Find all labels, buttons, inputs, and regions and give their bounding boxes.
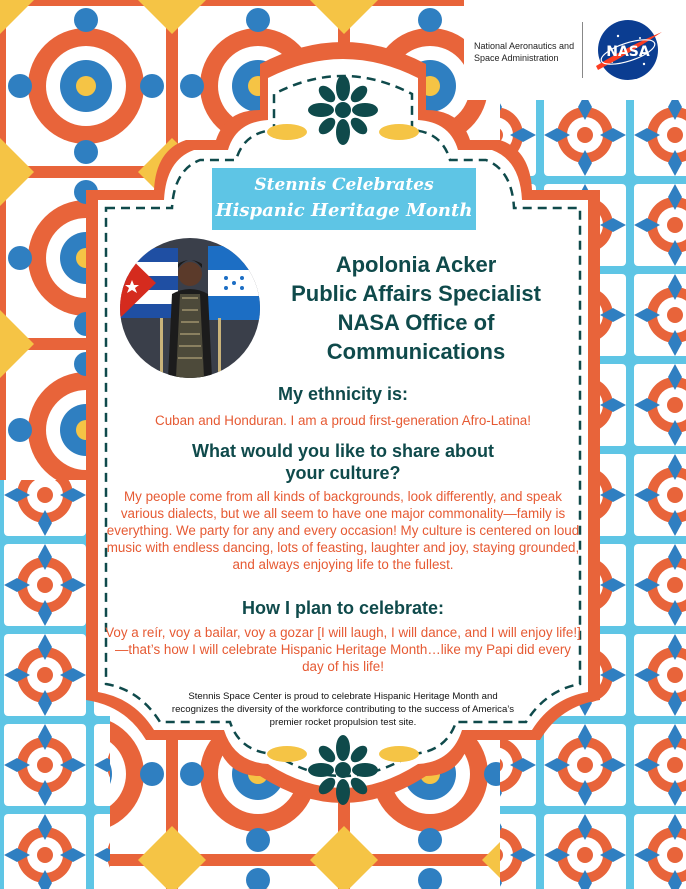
profile-org-line2: Communications: [326, 339, 506, 364]
footer-statement: Stennis Space Center is proud to celebrate Hispanic Heritage Month and recognizes the diversity of the workforce contributing to the success of America’s premier rocket propulsion test site.: [171, 691, 515, 728]
banner-line1: Stennis Celebrates: [254, 175, 434, 195]
profile-info: [266, 250, 566, 366]
section-body-celebrate: Voy a reír, voy a bailar, voy a gozar [I will laugh, I will dance, and I will enjoy life!]—that’s how I will celebrate Hispanic Heritage Month…like my Papi did every day of his life!: [105, 625, 581, 674]
agency-name-line2: Space Administration: [474, 53, 559, 63]
section-heading-celebrate: How I plan to celebrate:: [241, 598, 445, 618]
title-banner: [212, 168, 476, 230]
section-body-ethnicity: Cuban and Honduran. I am a proud first-generation Afro-Latina!: [155, 413, 531, 428]
header-divider: [582, 22, 583, 78]
section-body-culture: My people come from all kinds of backgrounds, look differently, and speak various dialects, but we all seem to have one major commonality—family is everything. We party for any and every occasion! My culture is centered on loud music with endless dancing, lots of feasting, laughter and joy, staying grounded, and always enjoying life to the fullest.: [106, 489, 580, 572]
section-heading-culture: [100, 440, 586, 484]
agency-name: [474, 40, 574, 64]
banner-line2: Hispanic Heritage Month: [215, 200, 473, 221]
profile-photo: [120, 238, 260, 378]
section-heading-ethnicity: My ethnicity is:: [277, 384, 409, 404]
profile-org-line1: NASA Office of: [337, 310, 495, 335]
nasa-logo-text: NASA: [606, 44, 650, 60]
profile-name: Apolonia Acker: [335, 252, 497, 277]
section-heading-culture-line2: your culture?: [285, 463, 401, 483]
section-heading-culture-line1: What would you like to share about: [191, 441, 495, 461]
agency-name-line1: National Aeronautics and: [474, 41, 575, 51]
profile-title: Public Affairs Specialist: [291, 281, 541, 306]
nasa-logo-icon: [588, 16, 668, 84]
